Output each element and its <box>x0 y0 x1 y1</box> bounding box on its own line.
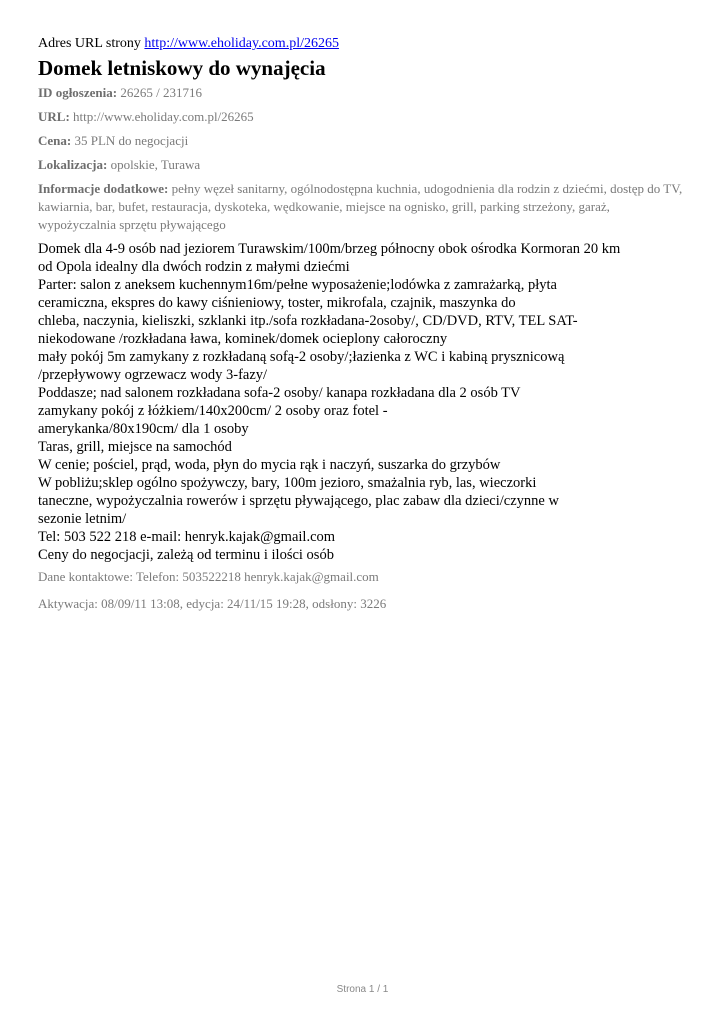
description-line: mały pokój 5m zamykany z rozkładaną sofą-2 osoby/;łazienka z WC i kabiną prysznicową <box>38 349 565 365</box>
field-label: Lokalizacja: <box>38 157 108 172</box>
description-line: sezonie letnim/ <box>38 511 127 527</box>
description-line: Tel: 503 522 218 e-mail: henryk.kajak@gmail.com <box>38 529 336 545</box>
field-value: 35 PLN do negocjacji <box>74 133 189 148</box>
description-line: zamykany pokój z łóżkiem/140x200cm/ 2 osoby oraz fotel - <box>38 403 388 419</box>
description-line: Domek dla 4-9 osób nad jeziorem Turawskim/100m/brzeg północny obok ośrodka Kormoran 20 km <box>38 241 621 257</box>
field-value: opolskie, Turawa <box>110 157 201 172</box>
source-url-prefix: Adres URL strony <box>38 36 141 51</box>
contact-info: Dane kontaktowe: Telefon: 503522218 henryk.kajak@gmail.com <box>38 569 379 584</box>
page-title: Domek letniskowy do wynajęcia <box>38 56 326 80</box>
description <box>38 240 688 564</box>
description-line: W cenie; pościel, prąd, woda, płyn do mycia rąk i naczyń, suszarka do grzybów <box>38 457 501 473</box>
description-line: od Opola idealny dla dwóch rodzin z małymi dziećmi <box>38 259 350 275</box>
description-line: Parter: salon z aneksem kuchennym16m/pełne wyposażenie;lodówka z zamrażarką, płyta <box>38 277 557 293</box>
description-line: chleba, naczynia, kieliszki, szklanki itp./sofa rozkładana-2osoby/, CD/DVD, RTV, TEL SAT- <box>38 313 578 329</box>
field-label: Cena: <box>38 133 72 148</box>
field-label: URL: <box>38 109 70 124</box>
field-additional-info <box>38 180 688 234</box>
field-label: Informacje dodatkowe: <box>38 181 169 196</box>
field-value: http://www.eholiday.com.pl/26265 <box>73 109 254 124</box>
source-url-line <box>38 34 688 54</box>
field-value: pełny węzeł sanitarny, ogólnodostępna kuchnia, udogodnienia dla rodzin z dziećmi, dostęp do TV, kawiarnia, bar, bufet, restauracja, dyskoteka, wędkowanie, miejsce na ognisko, grill, parking strzeżony, garaż, wypożyczalnia sprzętu pływającego <box>38 181 683 232</box>
description-line: Poddasze; nad salonem rozkładana sofa-2 osoby/ kanapa rozkładana dla 2 osób TV <box>38 385 521 401</box>
description-line: niekodowane /rozkładana ława, kominek/domek ocieplony całoroczny <box>38 331 448 347</box>
description-line: /przepływowy ogrzewacz wody 3-fazy/ <box>38 367 268 383</box>
field-id <box>38 84 688 102</box>
description-line: Ceny do negocjacji, zależą od terminu i ilości osób <box>38 547 334 563</box>
field-location <box>38 156 688 174</box>
field-price <box>38 132 688 150</box>
description-line: W pobliżu;sklep ogólno spożywczy, bary, 100m jezioro, smażalnia ryb, las, wieczorki <box>38 475 537 491</box>
page-number: Strona 1 / 1 <box>336 984 389 995</box>
document-page <box>38 34 688 613</box>
description-line: amerykanka/80x190cm/ dla 1 osoby <box>38 421 249 437</box>
description-line: ceramiczna, ekspres do kawy ciśnieniowy, toster, mikrofala, czajnik, maszynka do <box>38 295 516 311</box>
activation-info: Aktywacja: 08/09/11 13:08, edycja: 24/11/15 19:28, odsłony: 3226 <box>38 596 387 611</box>
description-line: Taras, grill, miejsce na samochód <box>38 439 232 455</box>
description-line: taneczne, wypożyczalnia rowerów i sprzętu pływającego, plac zabaw dla dzieci/czynne w <box>38 493 559 509</box>
source-url-link[interactable]: http://www.eholiday.com.pl/26265 <box>144 36 339 51</box>
field-value: 26265 / 231716 <box>120 85 202 100</box>
field-label: ID ogłoszenia: <box>38 85 118 100</box>
field-url <box>38 108 688 126</box>
